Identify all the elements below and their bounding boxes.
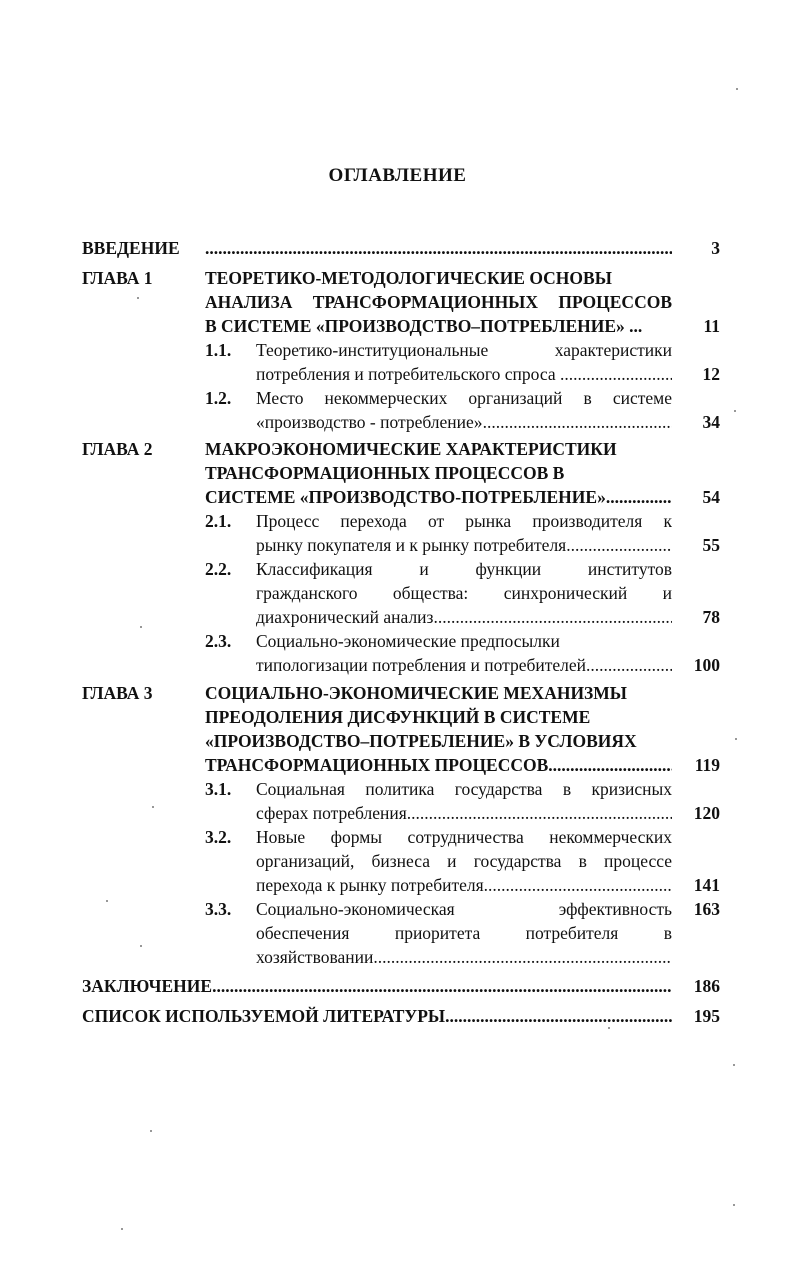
chapter-1-page: 11 — [703, 316, 720, 336]
scan-speck — [106, 900, 108, 902]
intro-leader — [205, 236, 672, 260]
chapter-3-title-line: «ПРОИЗВОДСТВО–ПОТРЕБЛЕНИЕ» В УСЛОВИЯХ — [205, 731, 637, 751]
section-2-1-number: 2.1. — [205, 511, 232, 531]
section-3-1-line: сферах потребления ..... — [256, 801, 672, 825]
chapter-3-page: 119 — [694, 755, 720, 775]
chapter-2-title-line: СИСТЕМЕ «ПРОИЗВОДСТВО-ПОТРЕБЛЕНИЕ» ..... — [205, 485, 672, 509]
section-3-1-line: Социальная политика государства в кризисных — [256, 779, 672, 799]
section-2-3-page: 100 — [693, 655, 720, 675]
section-2-2-line: гражданского общества: синхронический и — [256, 583, 672, 603]
chapter-2-title-line: МАКРОЭКОНОМИЧЕСКИЕ ХАРАКТЕРИСТИКИ — [205, 439, 617, 459]
scan-speck — [150, 1130, 152, 1132]
scan-speck — [140, 945, 142, 947]
section-3-1-number: 3.1. — [205, 779, 232, 799]
intro-page: 3 — [711, 238, 720, 258]
section-3-1-page: 120 — [693, 803, 720, 823]
section-2-2-line: диахронический анализ ..... — [256, 605, 672, 629]
section-1-1-number: 1.1. — [205, 340, 232, 360]
chapter-3-title-line: ПРЕОДОЛЕНИЯ ДИСФУНКЦИЙ В СИСТЕМЕ — [205, 707, 591, 727]
section-1-1-line: потребления и потребительского спроса .. ..... — [256, 362, 672, 386]
section-1-2-line: «производство - потребление» ..... — [256, 410, 672, 434]
chapter-1-label: ГЛАВА 1 — [82, 268, 153, 288]
scan-speck — [736, 88, 738, 90]
chapter-2-page: 54 — [702, 487, 720, 507]
scan-speck — [121, 1228, 123, 1230]
chapter-2-label: ГЛАВА 2 — [82, 439, 153, 459]
section-1-2-number: 1.2. — [205, 388, 232, 408]
section-2-3-number: 2.3. — [205, 631, 232, 651]
chapter-3-title-line: ТРАНСФОРМАЦИОННЫХ ПРОЦЕССОВ ..... — [205, 753, 672, 777]
chapter-3-title-line: СОЦИАЛЬНО-ЭКОНОМИЧЕСКИЕ МЕХАНИЗМЫ — [205, 683, 627, 703]
section-2-1-line: рынку покупателя и к рынку потребителя ..... — [256, 533, 672, 557]
section-2-3-line: типологизации потребления и потребителей ..... — [256, 653, 672, 677]
section-3-2-page: 141 — [693, 875, 720, 895]
section-2-2-line: Классификация и функции институтов — [256, 559, 672, 579]
references-page: 195 — [693, 1006, 720, 1026]
scan-speck — [733, 1204, 735, 1206]
scan-speck — [137, 297, 139, 299]
section-1-2-page: 34 — [702, 412, 720, 432]
section-3-2-line: организаций, бизнеса и государства в процессе — [256, 851, 672, 871]
scan-speck — [140, 626, 142, 628]
conclusion-page: 186 — [693, 976, 720, 996]
section-1-1-line: Теоретико-институциональные характеристики — [256, 340, 672, 360]
section-1-1-page: 12 — [702, 364, 720, 384]
section-2-2-number: 2.2. — [205, 559, 232, 579]
section-1-2-line: Место некоммерческих организаций в системе — [256, 388, 672, 408]
scan-speck — [735, 738, 737, 740]
chapter-3-label: ГЛАВА 3 — [82, 683, 153, 703]
chapter-1-title-line: АНАЛИЗА ТРАНСФОРМАЦИОННЫХ ПРОЦЕССОВ — [205, 292, 672, 312]
scan-speck — [608, 1027, 610, 1029]
intro-label: ВВЕДЕНИЕ — [82, 238, 180, 258]
scan-speck — [733, 1064, 735, 1066]
section-2-3-line: Социально-экономические предпосылки — [256, 631, 560, 651]
section-3-3-line: обеспечения приоритета потребителя в — [256, 923, 672, 943]
page-title: ОГЛАВЛЕНИЕ — [328, 165, 467, 186]
references-line: СПИСОК ИСПОЛЬЗУЕМОЙ ЛИТЕРАТУРЫ ..... — [82, 1004, 672, 1028]
conclusion-line: ЗАКЛЮЧЕНИЕ ..... — [82, 974, 672, 998]
section-3-2-line: Новые формы сотрудничества некоммерческих — [256, 827, 672, 847]
scan-speck — [734, 410, 736, 412]
chapter-1-title-line: В СИСТЕМЕ «ПРОИЗВОДСТВО–ПОТРЕБЛЕНИЕ» ... — [205, 316, 643, 336]
chapter-2-title-line: ТРАНСФОРМАЦИОННЫХ ПРОЦЕССОВ В — [205, 463, 565, 483]
section-3-3-line: Социально-экономическая эффективность — [256, 899, 672, 919]
section-3-3-line: хозяйствовании ..... — [256, 945, 672, 969]
section-3-2-number: 3.2. — [205, 827, 232, 847]
scan-speck — [152, 806, 154, 808]
section-2-1-page: 55 — [702, 535, 720, 555]
section-3-3-page: 163 — [693, 899, 720, 919]
section-2-2-page: 78 — [702, 607, 720, 627]
chapter-1-title-line: ТЕОРЕТИКО-МЕТОДОЛОГИЧЕСКИЕ ОСНОВЫ — [205, 268, 612, 288]
section-2-1-line: Процесс перехода от рынка производителя к — [256, 511, 672, 531]
section-3-3-number: 3.3. — [205, 899, 232, 919]
section-3-2-line: перехода к рынку потребителя ..... — [256, 873, 672, 897]
